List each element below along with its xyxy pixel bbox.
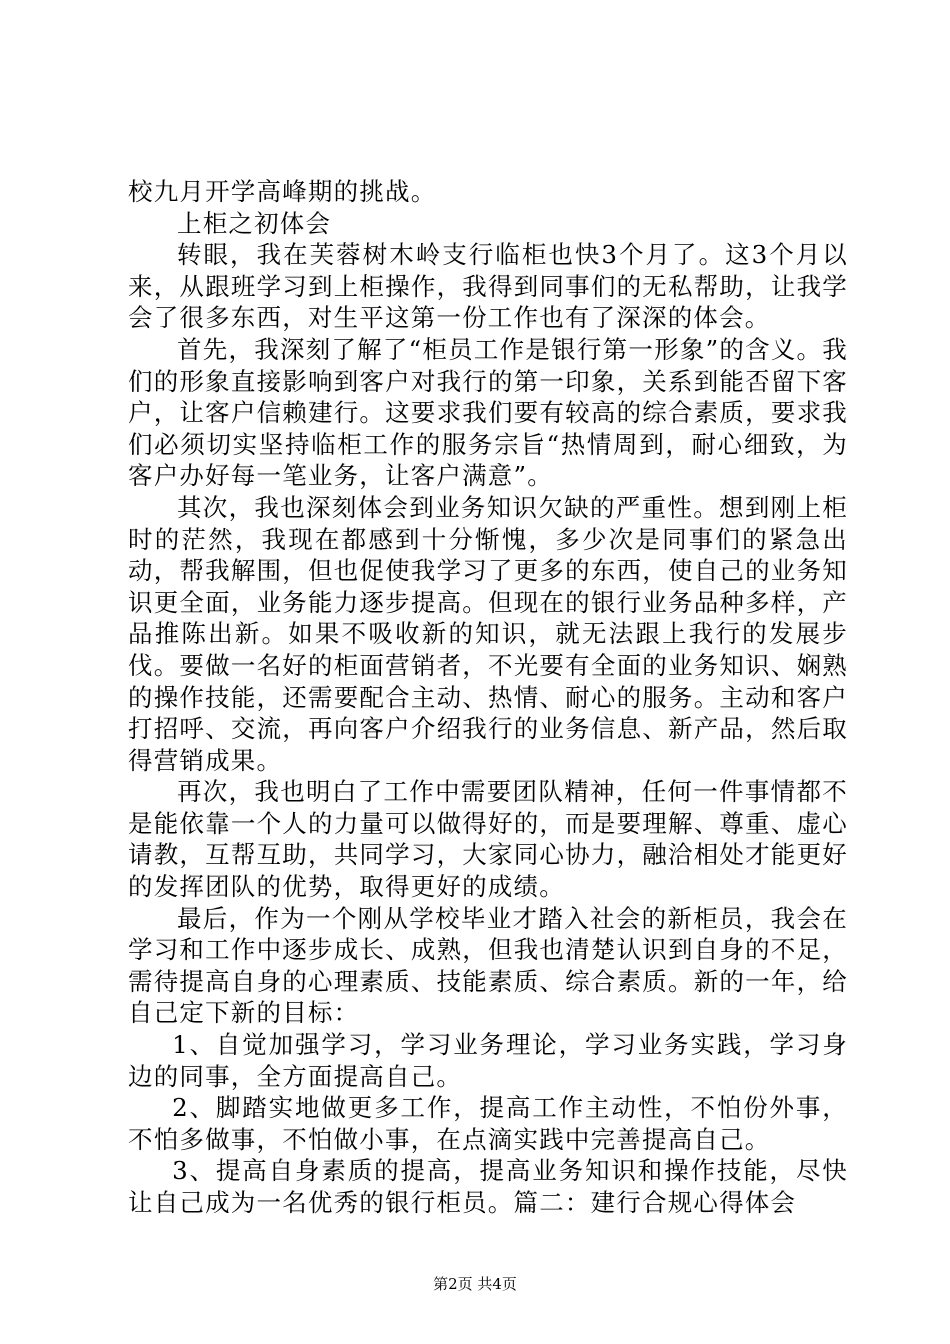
goal-item-1: 1、自觉加强学习，学习业务理论，学习业务实践，学习身边的同事，全方面提高自己。 — [128, 1030, 848, 1091]
paragraph-second: 其次，我也深刻体会到业务知识欠缺的严重性。想到刚上柜时的茫然，我现在都感到十分惭愧，多少次是同事们的紧急出动，帮我解围，但也促使我学习了更多的东西，使自己的业务知识更全面，业务能力逐步提高。但现在的银行业务品种多样，产品推陈出新。如果不吸收新的知识，就无法跟上我行的发展步伐。要做一名好的柜面营销者，不光要有全面的业务知识、娴熟的操作技能，还需要配合主动、热情、耐心的服务。主动和客户打招呼、交流，再向客户介绍我行的业务信息、新产品，然后取得营销成果。 — [128, 492, 848, 775]
section-heading: 上柜之初体会 — [177, 208, 332, 238]
paragraph-third: 再次，我也明白了工作中需要团队精神，任何一件事情都不是能依靠一个人的力量可以做得好的，而是要理解、尊重、虚心请教，互帮互助，共同学习，大家同心协力，融洽相处才能更好的发挥团队的优势，取得更好的成绩。 — [128, 777, 848, 902]
goal-item-3: 3、提高自身素质的提高，提高业务知识和操作技能，尽快让自己成为一名优秀的银行柜员。篇二：建行合规心得体会 — [128, 1156, 848, 1217]
page-indicator: 第2页 共4页 — [433, 1275, 517, 1293]
page-footer — [0, 1275, 950, 1293]
paragraph-continuation: 校九月开学高峰期的挑战。 — [128, 177, 437, 206]
paragraph-intro: 转眼，我在芙蓉树木岭支行临柜也快3个月了。这3个月以来，从跟班学习到上柜操作，我得到同事们的无私帮助，让我学会了很多东西，对生平这第一份工作也有了深深的体会。 — [128, 240, 848, 333]
paragraph-last: 最后，作为一个刚从学校毕业才踏入社会的新柜员，我会在学习和工作中逐步成长、成熟，但我也清楚认识到自身的不足，需待提高自身的心理素质、技能素质、综合素质。新的一年，给自己定下新的目标： — [128, 903, 848, 1028]
document-body — [128, 176, 848, 1219]
goal-item-2: 2、脚踏实地做更多工作，提高工作主动性，不怕份外事，不怕多做事，不怕做小事，在点滴实践中完善提高自己。 — [128, 1093, 848, 1154]
paragraph-first: 首先，我深刻了解了“柜员工作是银行第一形象”的含义。我们的形象直接影响到客户对我行的第一印象，关系到能否留下客户，让客户信赖建行。这要求我们要有较高的综合素质，要求我们必须切实坚持临柜工作的服务宗旨“热情周到，耐心细致，为客户办好每一笔业务，让客户满意”。 — [128, 334, 848, 491]
